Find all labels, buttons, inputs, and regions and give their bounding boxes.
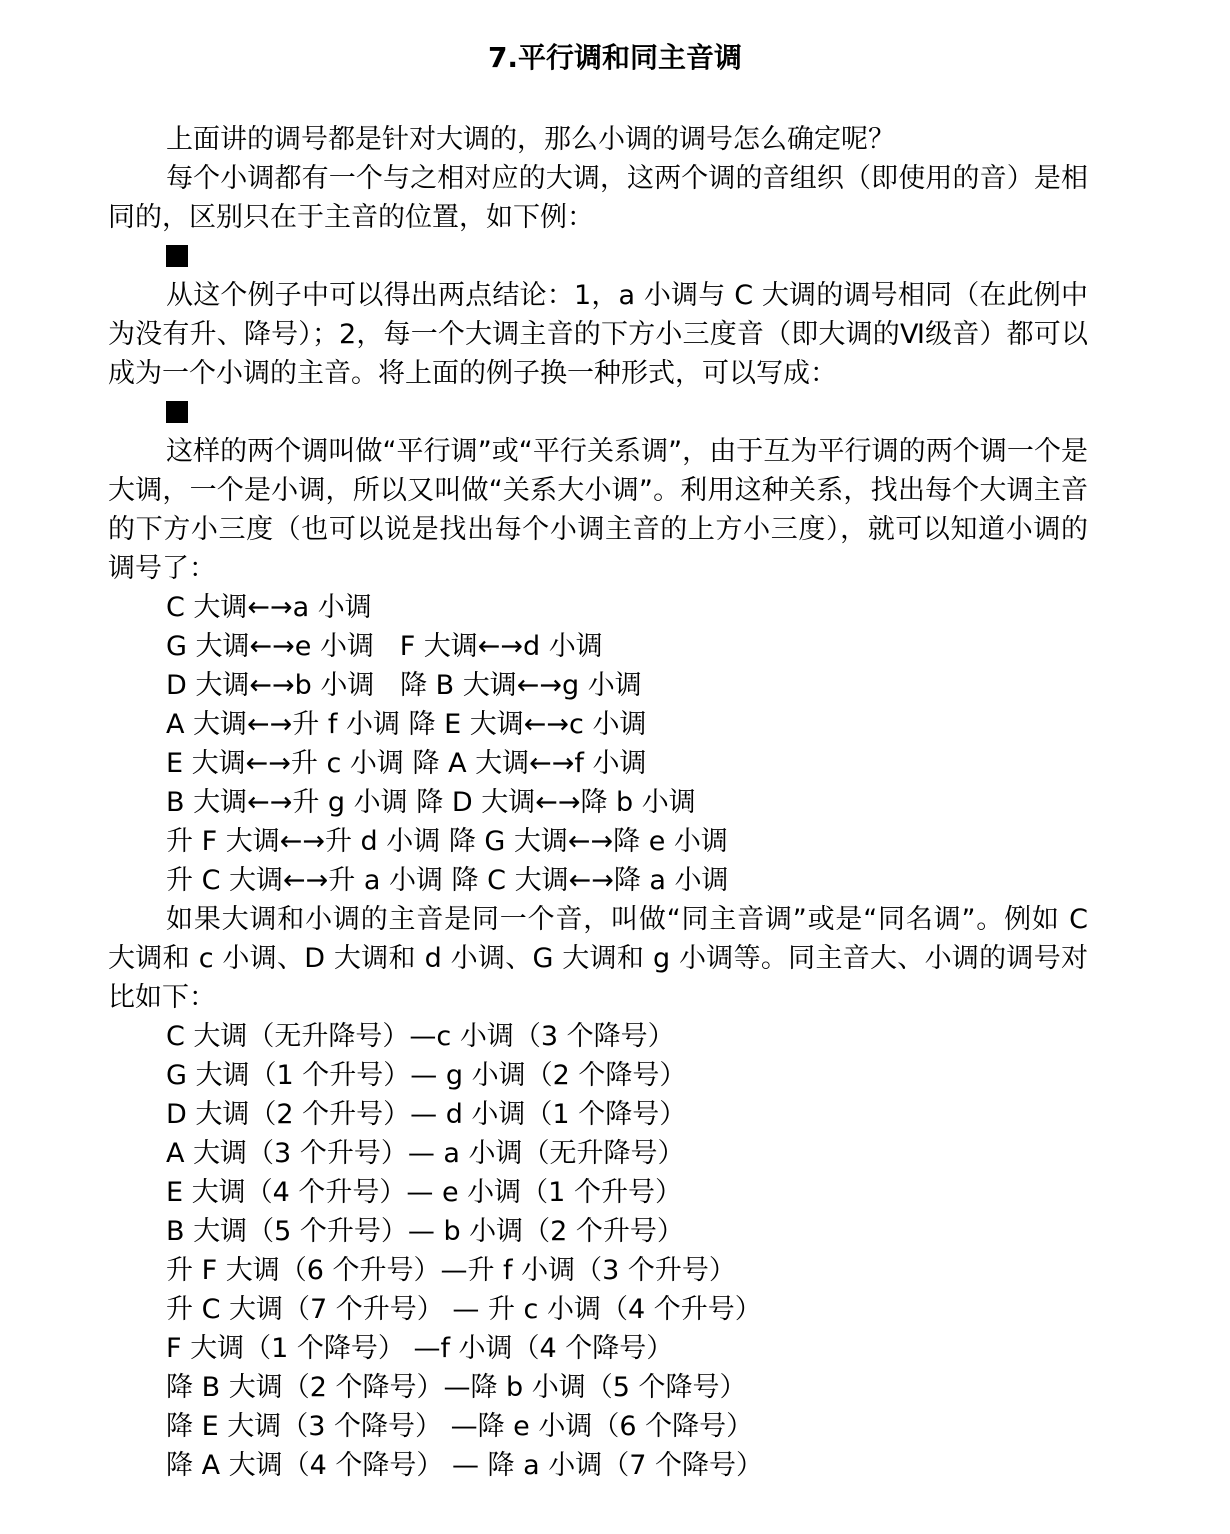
paragraph-relative-keys: 这样的两个调叫做“平行调”或“平行关系调”，由于互为平行调的两个调一个是大调，一个是小调，所以又叫做“关系大小调”。利用这种关系，找出每个大调主音的下方小三度（也可以说是找出每个小调主音的上方小三度），就可以知道小调的调号了： [108,436,1088,584]
document-body [108,120,1088,1485]
list-item: 升 F 大调（6 个升号）—升 f 小调（3 个升号） [166,1255,736,1286]
list-item: 降 E 大调（3 个降号） —降 e 小调（6 个降号） [166,1411,754,1442]
list-item: E 大调（4 个升号）— e 小调（1 个升号） [166,1177,682,1208]
list-item: A 大调（3 个升号）— a 小调（无升降号） [166,1138,685,1169]
list-item: C 大调←→a 小调 [166,592,372,623]
paragraph-relative-explanation: 每个小调都有一个与之相对应的大调，这两个调的音组织（即使用的音）是相同的，区别只在于主音的位置，如下例： [108,163,1088,233]
example-placeholder-2 [108,393,1088,432]
list-item: F 大调（1 个降号） —f 小调（4 个降号） [166,1333,674,1364]
list-item: 升 F 大调←→升 d 小调 降 G 大调←→降 e 小调 [166,826,728,857]
list-item: C 大调（无升降号）—c 小调（3 个降号） [166,1021,675,1052]
parallel-keys-list [108,1017,1088,1485]
example-placeholder-1 [108,237,1088,276]
list-item: 降 A 大调（4 个降号） — 降 a 小调（7 个降号） [166,1450,764,1481]
list-item: 升 C 大调（7 个升号） — 升 c 小调（4 个升号） [166,1294,762,1325]
list-item: G 大调（1 个升号）— g 小调（2 个降号） [166,1060,687,1091]
list-item: B 大调（5 个升号）— b 小调（2 个升号） [166,1216,684,1247]
black-square-icon [166,401,188,423]
list-item: D 大调（2 个升号）— d 小调（1 个降号） [166,1099,687,1130]
list-item: D 大调←→b 小调 降 B 大调←→g 小调 [166,670,642,701]
paragraph-conclusions: 从这个例子中可以得出两点结论：1，a 小调与 C 大调的调号相同（在此例中为没有升、降号）；2，每一个大调主音的下方小三度音（即大调的Ⅵ级音）都可以成为一个小调的主音。将上面的例子换一种形式，可以写成： [108,280,1088,389]
list-item: 降 B 大调（2 个降号）—降 b 小调（5 个降号） [166,1372,747,1403]
relative-keys-list [108,588,1088,900]
list-item: 升 C 大调←→升 a 小调 降 C 大调←→降 a 小调 [166,865,729,896]
black-square-icon [166,245,188,267]
list-item: G 大调←→e 小调 F 大调←→d 小调 [166,631,603,662]
page-title: 7.平行调和同主音调 [487,41,743,74]
paragraph-intro: 上面讲的调号都是针对大调的，那么小调的调号怎么确定呢？ [166,124,895,155]
list-item: B 大调←→升 g 小调 降 D 大调←→降 b 小调 [166,787,696,818]
paragraph-parallel-keys: 如果大调和小调的主音是同一个音，叫做“同主音调”或是“同名调”。例如 C 大调和 c 小调、D 大调和 d 小调、G 大调和 g 小调等。同主音大、小调的调号对比如下： [108,904,1088,1013]
list-item: E 大调←→升 c 小调 降 A 大调←→f 小调 [166,748,647,779]
list-item: A 大调←→升 f 小调 降 E 大调←→c 小调 [166,709,647,740]
